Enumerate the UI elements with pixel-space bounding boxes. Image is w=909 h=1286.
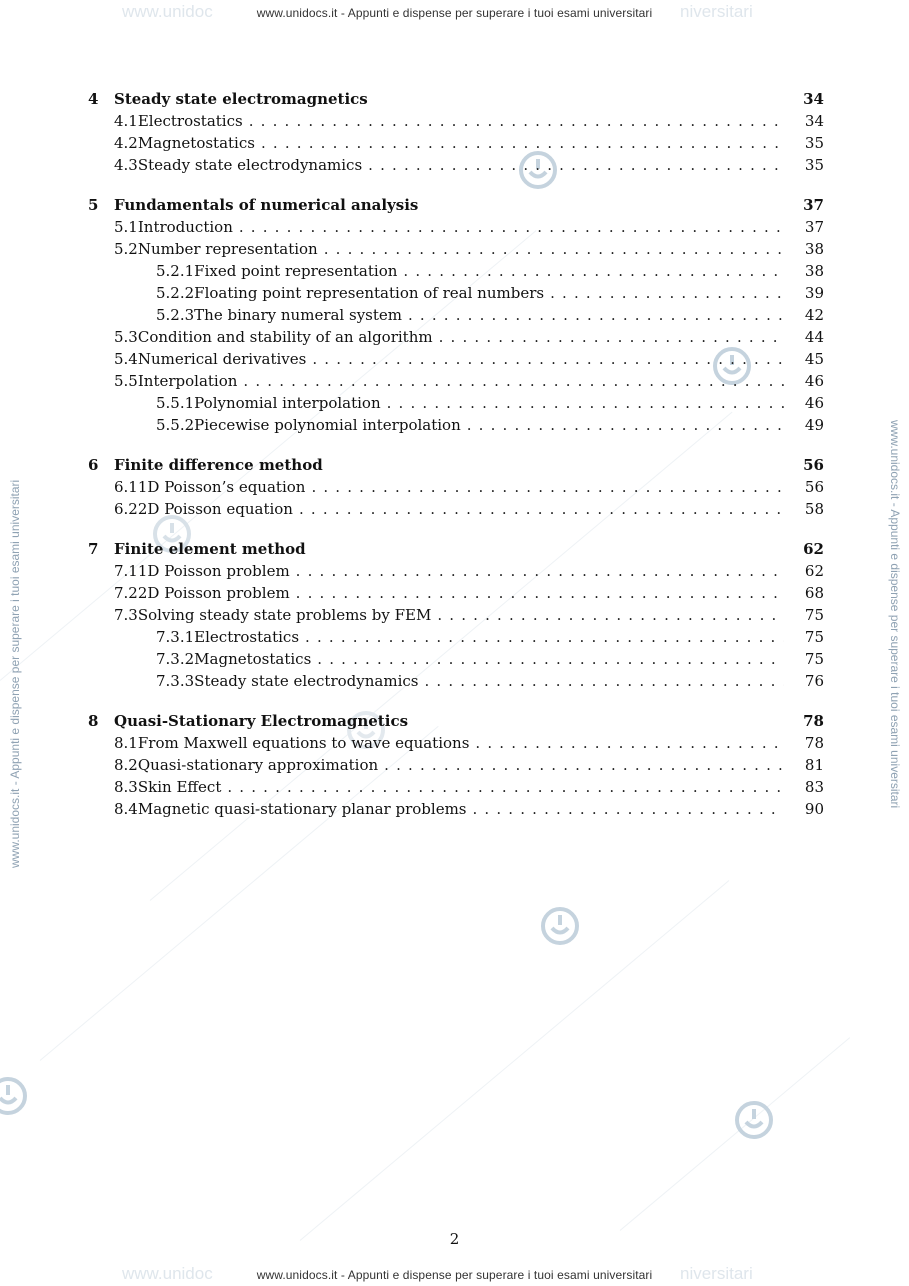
toc-dot-leader — [247, 110, 784, 132]
toc-entry-number: 5 — [88, 196, 99, 214]
toc-entry-page: 34 — [803, 90, 824, 108]
toc-entry-page: 68 — [804, 584, 824, 602]
toc-subsection-row[interactable] — [88, 260, 824, 282]
toc-dot-leader — [435, 604, 784, 626]
smiley-logo-icon — [734, 1100, 774, 1140]
toc-dot-leader — [241, 370, 784, 392]
smiley-logo-icon — [540, 906, 580, 946]
toc-entry-number: 7.1 — [114, 562, 138, 580]
toc-entry-title: 2D Poisson problem — [137, 584, 290, 602]
toc-entry-page: 62 — [804, 562, 824, 580]
toc-dot-leader — [382, 754, 784, 776]
toc-entry-page: 49 — [804, 416, 824, 434]
toc-entry-number: 7.3.2 — [156, 650, 195, 668]
toc-entry-page: 78 — [803, 712, 824, 730]
toc-entry-title: Finite element method — [114, 540, 306, 558]
toc-chapter — [88, 454, 824, 520]
toc-dot-leader — [471, 798, 785, 820]
toc-entry-page: 46 — [804, 372, 824, 390]
toc-subsection-row[interactable] — [88, 282, 824, 304]
toc-entry-page: 75 — [804, 628, 824, 646]
toc-entry-number: 5.3 — [114, 328, 138, 346]
toc-dot-leader — [309, 476, 784, 498]
toc-entry-page: 35 — [804, 134, 824, 152]
toc-entry-title: Floating point representation of real numbers — [194, 284, 545, 302]
toc-section-row[interactable] — [88, 476, 824, 498]
toc-entry-number: 5.2.3 — [156, 306, 195, 324]
toc-entry-title: Magnetostatics — [137, 134, 255, 152]
toc-entry-number: 5.5.2 — [156, 416, 195, 434]
toc-entry-page: 37 — [803, 196, 824, 214]
toc-entry-number: 5.2.1 — [156, 262, 195, 280]
toc-section-row[interactable] — [88, 326, 824, 348]
toc-dot-leader — [473, 732, 784, 754]
toc-subsection-row[interactable] — [88, 392, 824, 414]
toc-entry-page: 42 — [804, 306, 824, 324]
toc-entry-number: 4.3 — [114, 156, 138, 174]
toc-subsection-row[interactable] — [88, 304, 824, 326]
toc-dot-leader — [315, 648, 784, 670]
toc-entry-title: Condition and stability of an algorithm — [137, 328, 433, 346]
toc-entry-page: 37 — [804, 218, 824, 236]
toc-entry-title: Skin Effect — [137, 778, 222, 796]
toc-chapter-row[interactable] — [88, 88, 824, 110]
toc-entry-page: 35 — [804, 156, 824, 174]
toc-dot-leader — [406, 304, 784, 326]
toc-entry-number: 8.1 — [114, 734, 138, 752]
toc-section-row[interactable] — [88, 348, 824, 370]
watermark-ghost-right: niversitari — [680, 1264, 753, 1283]
toc-entry-title: Finite difference method — [114, 456, 323, 474]
toc-entry-number: 5.5 — [114, 372, 138, 390]
toc-dot-leader — [225, 776, 784, 798]
toc-chapter-row[interactable] — [88, 454, 824, 476]
toc-chapter-row[interactable] — [88, 538, 824, 560]
toc-entry-number: 5.4 — [114, 350, 138, 368]
toc-entry-title: Piecewise polynomial interpolation — [194, 416, 461, 434]
toc-entry-title: Steady state electrodynamics — [194, 672, 419, 690]
toc-dot-leader — [422, 670, 784, 692]
toc-dot-leader — [297, 498, 784, 520]
toc-entry-number: 7.3 — [114, 606, 138, 624]
toc-entry-number: 4.2 — [114, 134, 138, 152]
toc-dot-leader — [259, 132, 784, 154]
toc-entry-page: 62 — [803, 540, 824, 558]
toc-entry-title: Solving steady state problems by FEM — [137, 606, 432, 624]
toc-dot-leader — [548, 282, 784, 304]
toc-entry-number: 8 — [88, 712, 99, 730]
watermark-footer: www.unidocs.it - Appunti e dispense per superare i tuoi esami universitari — [256, 1268, 653, 1282]
toc-section-row[interactable] — [88, 582, 824, 604]
toc-entry-page: 46 — [804, 394, 824, 412]
toc-chapter-row[interactable] — [88, 710, 824, 732]
toc-subsection-row[interactable] — [88, 670, 824, 692]
toc-chapter — [88, 710, 824, 820]
toc-entry-page: 75 — [804, 606, 824, 624]
toc-entry-number: 6.1 — [114, 478, 138, 496]
toc-section-row[interactable] — [88, 370, 824, 392]
toc-entry-number: 7 — [88, 540, 99, 558]
watermark-line — [300, 880, 730, 1241]
toc-entry-number: 7.2 — [114, 584, 138, 602]
toc-entry-title: 2D Poisson equation — [137, 500, 293, 518]
toc-entry-number: 8.2 — [114, 756, 138, 774]
toc-chapter — [88, 194, 824, 436]
toc-entry-number: 5.2 — [114, 240, 138, 258]
toc-entry-number: 7.3.1 — [156, 628, 195, 646]
toc-entry-title: Fundamentals of numerical analysis — [114, 196, 419, 214]
toc-entry-page: 38 — [804, 240, 824, 258]
table-of-contents — [88, 88, 824, 838]
toc-entry-page: 58 — [804, 500, 824, 518]
toc-dot-leader — [294, 560, 784, 582]
toc-entry-title: Quasi-stationary approximation — [137, 756, 379, 774]
toc-chapter — [88, 88, 824, 176]
toc-entry-page: 34 — [804, 112, 824, 130]
watermark-ghost-right: niversitari — [680, 2, 753, 21]
toc-section-row[interactable] — [88, 798, 824, 820]
toc-entry-number: 4 — [88, 90, 99, 108]
toc-subsection-row[interactable] — [88, 626, 824, 648]
toc-section-row[interactable] — [88, 732, 824, 754]
toc-subsection-row[interactable] — [88, 414, 824, 436]
toc-entry-title: The binary numeral system — [194, 306, 402, 324]
toc-entry-title: Numerical derivatives — [137, 350, 307, 368]
toc-dot-leader — [303, 626, 784, 648]
toc-entry-number: 6.2 — [114, 500, 138, 518]
toc-section-row[interactable] — [88, 754, 824, 776]
toc-dot-leader — [385, 392, 784, 414]
toc-dot-leader — [465, 414, 784, 436]
toc-dot-leader — [366, 154, 784, 176]
watermark-right-side: www.unidocs.it - Appunti e dispense per superare i tuoi esami universitari — [888, 420, 902, 809]
toc-entry-title: Number representation — [137, 240, 318, 258]
toc-entry-page: 38 — [804, 262, 824, 280]
toc-entry-title: Magnetostatics — [194, 650, 312, 668]
toc-entry-number: 5.2.2 — [156, 284, 195, 302]
toc-section-row[interactable] — [88, 498, 824, 520]
toc-entry-page: 56 — [804, 478, 824, 496]
toc-entry-number: 7.3.3 — [156, 672, 195, 690]
toc-dot-leader — [310, 348, 784, 370]
toc-entry-title: Fixed point representation — [194, 262, 398, 280]
toc-entry-page: 44 — [804, 328, 824, 346]
toc-section-row[interactable] — [88, 238, 824, 260]
toc-entry-number: 8.4 — [114, 800, 138, 818]
toc-subsection-row[interactable] — [88, 648, 824, 670]
toc-entry-title: Electrostatics — [194, 628, 300, 646]
toc-dot-leader — [294, 582, 784, 604]
toc-entry-number: 8.3 — [114, 778, 138, 796]
watermark-left-side: www.unidocs.it - Appunti e dispense per superare i tuoi esami universitari — [8, 479, 22, 868]
toc-dot-leader — [401, 260, 784, 282]
toc-entry-number: 4.1 — [114, 112, 138, 130]
toc-entry-page: 56 — [803, 456, 824, 474]
toc-entry-page: 75 — [804, 650, 824, 668]
toc-section-row[interactable] — [88, 110, 824, 132]
toc-section-row[interactable] — [88, 604, 824, 626]
toc-entry-page: 83 — [804, 778, 824, 796]
toc-entry-title: 1D Poisson’s equation — [137, 478, 306, 496]
page-number: 2 — [449, 1230, 460, 1248]
toc-entry-title: Introduction — [137, 218, 233, 236]
toc-dot-leader — [322, 238, 784, 260]
toc-chapter — [88, 538, 824, 692]
toc-section-row[interactable] — [88, 154, 824, 176]
watermark-header: www.unidocs.it - Appunti e dispense per superare i tuoi esami universitari — [256, 6, 653, 20]
toc-section-row[interactable] — [88, 216, 824, 238]
toc-entry-number: 5.1 — [114, 218, 138, 236]
watermark-ghost-left: www.unidoc — [122, 2, 213, 21]
toc-entry-title: Steady state electrodynamics — [137, 156, 363, 174]
toc-entry-number: 5.5.1 — [156, 394, 195, 412]
toc-section-row[interactable] — [88, 776, 824, 798]
toc-entry-page: 45 — [804, 350, 824, 368]
toc-entry-title: From Maxwell equations to wave equations — [137, 734, 470, 752]
toc-entry-number: 6 — [88, 456, 99, 474]
toc-entry-page: 39 — [804, 284, 824, 302]
toc-section-row[interactable] — [88, 560, 824, 582]
toc-entry-title: Polynomial interpolation — [194, 394, 381, 412]
toc-entry-title: Steady state electromagnetics — [114, 90, 368, 108]
toc-entry-title: Magnetic quasi-stationary planar problems — [137, 800, 467, 818]
toc-section-row[interactable] — [88, 132, 824, 154]
toc-entry-title: Interpolation — [137, 372, 238, 390]
toc-entry-page: 90 — [804, 800, 824, 818]
toc-entry-title: 1D Poisson problem — [137, 562, 290, 580]
watermark-ghost-left: www.unidoc — [122, 1264, 213, 1283]
toc-entry-page: 81 — [804, 756, 824, 774]
toc-chapter-row[interactable] — [88, 194, 824, 216]
toc-dot-leader — [237, 216, 784, 238]
toc-entry-page: 78 — [804, 734, 824, 752]
toc-entry-page: 76 — [804, 672, 824, 690]
toc-entry-title: Electrostatics — [137, 112, 243, 130]
toc-dot-leader — [437, 326, 784, 348]
smiley-logo-icon — [0, 1076, 28, 1116]
toc-entry-title: Quasi-Stationary Electromagnetics — [114, 712, 409, 730]
